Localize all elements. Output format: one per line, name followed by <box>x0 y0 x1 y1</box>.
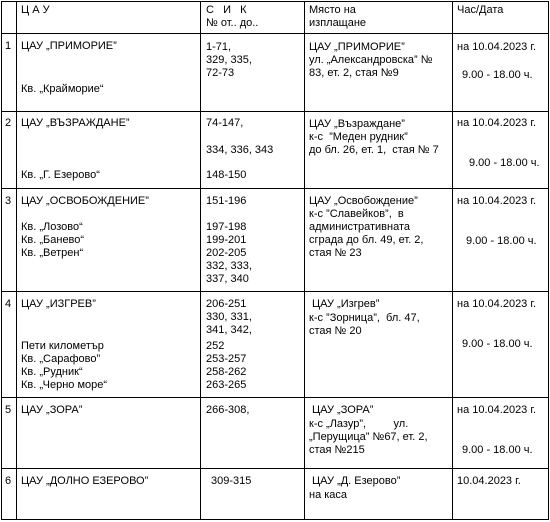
place-line: сграда до бл. 49, ет. 2, <box>309 234 424 246</box>
sik-range: 253-257 <box>206 353 247 365</box>
payment-hours: 9.00 - 18.00 ч. <box>469 157 540 169</box>
row-number: 5 <box>5 404 12 416</box>
sik-range: 206-251 <box>206 298 247 310</box>
sik-range: 258-262 <box>206 366 247 378</box>
district-name: Кв. „Черно море“ <box>21 379 108 391</box>
place-line: ул. „Александровска” № <box>309 54 433 66</box>
sik-range: 151-196 <box>206 195 247 207</box>
place-line: стая №215 <box>309 444 365 456</box>
header-cau: Ц А У <box>21 4 50 16</box>
row-divider <box>1 291 549 292</box>
place-line: 83, ет. 2, стая №9 <box>309 67 399 79</box>
district-name: Кв. „Банево“ <box>21 234 85 246</box>
place-line: к-с ”Меден рудник” <box>309 131 408 143</box>
place-line: ЦАУ „Освобождение” <box>309 195 418 207</box>
payment-hours: 9.00 - 18.00 ч. <box>466 235 537 247</box>
sik-range: 74-147, <box>206 117 244 129</box>
cau-name: ЦАУ „ДОЛНО ЕЗЕРОВО” <box>21 475 149 487</box>
column-divider <box>200 1 201 520</box>
row-divider <box>1 111 549 112</box>
sik-range: 202-205 <box>206 247 247 259</box>
sik-range: 266-308, <box>206 404 250 416</box>
payment-date: на 10.04.2023 г. <box>457 298 537 310</box>
place-line: ЦАУ „Д. Езерово” <box>312 475 401 487</box>
cash-payment-schedule-table <box>1 1 549 520</box>
sik-range: 337, 340 <box>206 273 249 285</box>
place-line: к-с ”Славейков”, в <box>309 208 404 220</box>
row-number: 2 <box>5 117 12 129</box>
sik-range: 341, 342, <box>206 324 252 336</box>
table-border-right <box>548 1 549 520</box>
sik-range: 197-198 <box>206 221 247 233</box>
payment-hours: 9.00 - 18.00 ч. <box>462 69 533 81</box>
place-line: к-с „Лазур”, ул. <box>309 418 409 430</box>
payment-date: на 10.04.2023 г. <box>457 195 537 207</box>
header-place-line1: Място на <box>309 4 356 16</box>
row-divider <box>1 468 549 469</box>
sik-range: 330, 331, <box>206 311 252 323</box>
district-name: Кв. „Лозово“ <box>21 221 83 233</box>
place-line: стая № 23 <box>309 247 362 259</box>
cau-name: ЦАУ „ОСВОБОЖДЕНИЕ” <box>21 195 149 207</box>
district-name: Кв. „Г. Езерово“ <box>21 169 100 181</box>
place-line: ЦАУ „Изгрев” <box>312 298 380 310</box>
table-border-left <box>1 1 2 520</box>
column-divider <box>452 1 453 520</box>
cau-name: ЦАУ „ВЪЗРАЖДАНЕ” <box>21 117 130 129</box>
row-number: 4 <box>5 298 12 310</box>
district-name: Кв. „Ветрен“ <box>21 247 84 259</box>
place-line: административната <box>309 221 411 233</box>
row-number: 1 <box>5 40 12 52</box>
cau-name: ЦАУ „ПРИМОРИЕ” <box>21 40 117 52</box>
place-line: ЦАУ „ЗОРА” <box>312 404 374 416</box>
column-divider <box>16 1 17 520</box>
sik-range: 252 <box>206 340 225 352</box>
row-divider <box>1 33 549 34</box>
header-time-date: Час/Дата <box>457 4 504 16</box>
sik-range: 72-73 <box>206 67 235 79</box>
row-divider <box>1 188 549 189</box>
table-border-bottom <box>1 519 549 520</box>
payment-hours: 9.00 - 18.00 ч. <box>462 444 533 456</box>
row-divider <box>1 397 549 398</box>
sik-range: 332, 333, <box>206 260 252 272</box>
sik-range: 1-71, <box>206 41 232 53</box>
payment-hours: 9.00 - 18.00 ч. <box>462 338 533 350</box>
header-sik-line2: № от.. до.. <box>206 17 259 29</box>
sik-range: 334, 336, 343 <box>206 144 274 156</box>
place-line: до бл. 26, ет. 1, стая № 7 <box>309 144 439 156</box>
district-name: Пети километър <box>21 340 104 352</box>
place-line: стая № 20 <box>309 325 362 337</box>
header-place-line2: изплащане <box>309 17 367 29</box>
sik-range: 309-315 <box>211 475 252 487</box>
sik-range: 263-265 <box>206 379 247 391</box>
column-divider <box>304 1 305 520</box>
place-line: ЦАУ „ПРИМОРИЕ” <box>309 41 405 53</box>
sik-range: 148-150 <box>206 169 247 181</box>
district-name: Кв. „Рудник“ <box>21 366 83 378</box>
place-line: к-с ”Зорница”, бл. 47, <box>309 312 420 324</box>
table-border-top <box>1 1 549 2</box>
district-name: Кв. „Крайморие“ <box>21 83 104 95</box>
district-name: Кв. „Сарафово” <box>21 353 101 365</box>
payment-date: на 10.04.2023 г. <box>457 404 537 416</box>
sik-range: 199-201 <box>206 234 247 246</box>
cau-name: ЦАУ „ЗОРА” <box>21 404 83 416</box>
header-sik-line1: С И К <box>206 4 247 16</box>
cau-name: ЦАУ „ИЗГРЕВ” <box>21 298 96 310</box>
row-number: 3 <box>5 195 12 207</box>
payment-date: 10.04.2023 г. <box>457 475 521 487</box>
place-line: на каса <box>309 489 348 501</box>
place-line: „Перущица” №67, ет. 2, <box>309 431 428 443</box>
payment-date: на 10.04.2023 г. <box>457 117 537 129</box>
payment-date: на 10.04.2023 г. <box>457 41 537 53</box>
sik-range: 329, 335, <box>206 54 252 66</box>
place-line: ЦАУ „Възраждане” <box>309 118 405 130</box>
row-number: 6 <box>5 475 12 487</box>
